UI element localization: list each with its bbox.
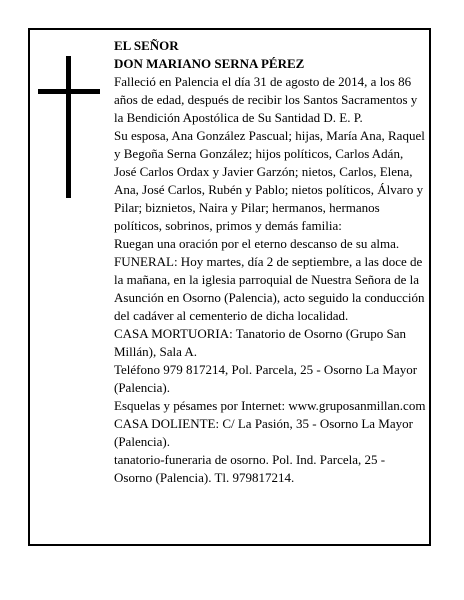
online-condolences: Esquelas y pésames por Internet: www.gruposanmillan.com xyxy=(114,398,426,413)
prayer-request: Ruegan una oración por el eterno descanso de su alma. xyxy=(114,236,400,251)
obituary-text xyxy=(114,37,426,487)
funeral-details: FUNERAL: Hoy martes, día 2 de septiembre, a las doce de la mañana, en la iglesia parroquial de Nuestra Señora de la Asunción en Osorno (Palencia), acto seguido la conducción del cadáver al cementerio de dicha localidad. xyxy=(114,254,425,323)
obituary-heading: EL SEÑOR xyxy=(114,38,179,53)
family-list: Su esposa, Ana González Pascual; hijas, María Ana, Raquel y Begoña Serna González; hijos políticos, Carlos Adán, José Carlos Ordax y Javier Garzón; nietos, Carlos, Elena, Ana, José Carlos, Rubén y Pablo; nietos políticos, Álvaro y Pilar; biznietos, Naira y Pilar; hermanos, hermanos políticos, sobrinos, primos y demás familia: xyxy=(114,128,425,233)
deceased-name: DON MARIANO SERNA PÉREZ xyxy=(114,56,305,71)
funeral-home-phone: Teléfono 979 817214, Pol. Parcela, 25 - Osorno La Mayor (Palencia). xyxy=(114,362,418,395)
cross-icon xyxy=(38,56,100,198)
funeral-home: CASA MORTUORIA: Tanatorio de Osorno (Grupo San Millán), Sala A. xyxy=(114,326,406,359)
death-announcement: Falleció en Palencia el día 31 de agosto de 2014, a los 86 años de edad, después de recibir los Santos Sacramentos y la Bendición Apostólica de Su Santidad D. E. P. xyxy=(114,74,418,125)
family-home: CASA DOLIENTE: C/ La Pasión, 35 - Osorno La Mayor (Palencia). xyxy=(114,416,413,449)
funeral-home-contact: tanatorio-funeraria de osorno. Pol. Ind. Parcela, 25 - Osorno (Palencia). Tl. 979817214. xyxy=(114,452,386,485)
